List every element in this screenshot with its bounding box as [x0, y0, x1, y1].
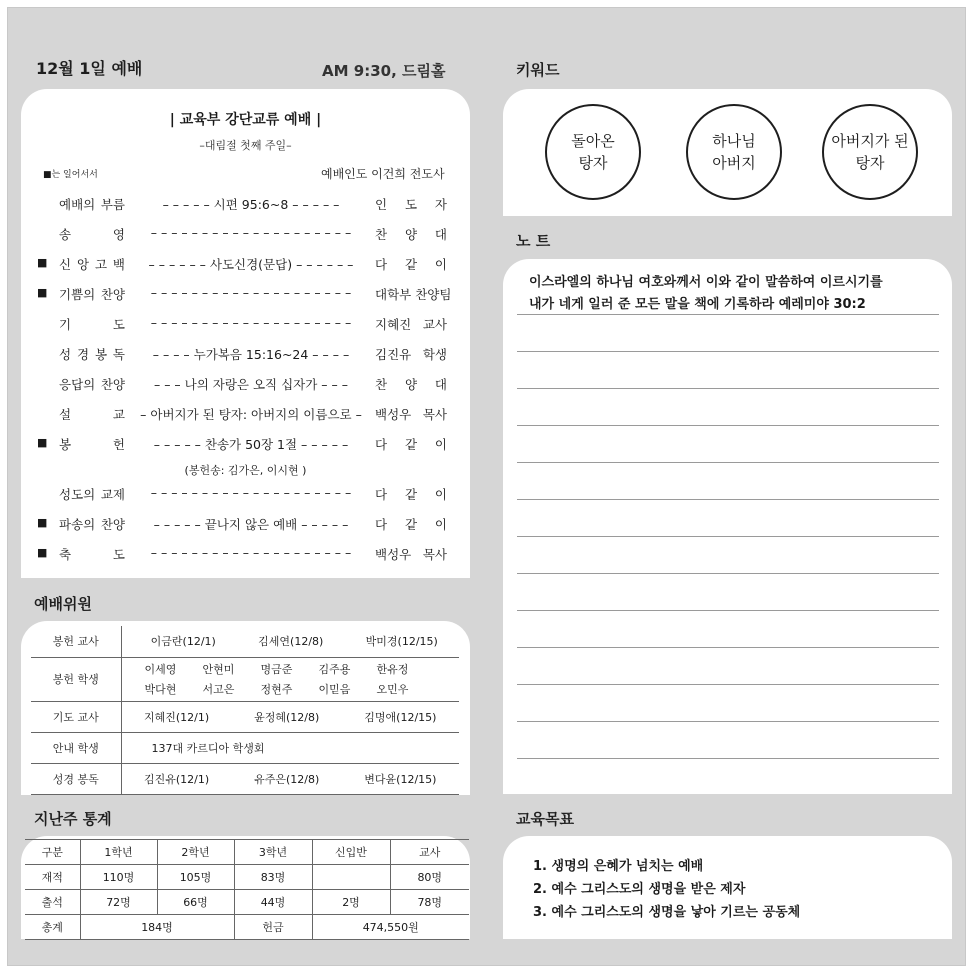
table-cell [312, 865, 390, 890]
order-label: 예배의 부름 [59, 197, 125, 212]
order-person: 다 같 이 [375, 487, 447, 502]
table-cell: 44명 [234, 890, 312, 915]
table-header-cell: 신입반 [312, 840, 390, 865]
table-cell: 출석 [25, 890, 80, 915]
table-cell: 성경 봉독 [31, 763, 121, 794]
note-line [517, 536, 939, 537]
order-detail: – – – – – – – – – – – – – – – – – – – – [150, 485, 352, 500]
table-cell: 2명 [312, 890, 390, 915]
order-person: 인 도 자 [375, 197, 447, 212]
keyword-circle [545, 104, 641, 200]
order-row [21, 375, 470, 395]
table-cell: 명금준 [260, 663, 293, 676]
order-row [21, 255, 470, 275]
worship-subtitle: –대림절 첫째 주일– [199, 139, 292, 152]
order-person: 백성우 목사 [375, 547, 447, 562]
stand-note: ■는 일어서서 [43, 170, 98, 180]
table-row [25, 840, 469, 865]
table-cell: 안내 학생 [31, 732, 121, 763]
keyword-text: 돌아온 [571, 132, 615, 150]
table-cell: 봉헌 교사 [31, 626, 121, 657]
order-person: 찬 양 대 [375, 377, 447, 392]
standing-bullet: ■ [37, 436, 48, 449]
order-label: 기쁨의 찬양 [59, 287, 125, 302]
note-line [517, 462, 939, 463]
goal-item: 2. 예수 그리스도의 생명을 받은 제자 [533, 882, 746, 897]
order-row [21, 545, 470, 565]
note-line [517, 721, 939, 722]
order-row [21, 315, 470, 335]
order-person: 찬 양 대 [375, 227, 447, 242]
notes-card [503, 259, 952, 794]
table-cell: 헌금 [234, 915, 312, 940]
order-row [21, 195, 470, 215]
table-row [31, 701, 459, 732]
order-detail: – – – – – – – – – – – – – – – – – – – – [150, 225, 352, 240]
order-label: 축 도 [59, 547, 125, 562]
table-cell: 184명 [80, 915, 234, 940]
note-line [517, 647, 939, 648]
table-cell: 총계 [25, 915, 80, 940]
keywords-header: 키워드 [516, 61, 560, 79]
table-cell: 이세영 [144, 663, 177, 676]
table-header-cell: 3학년 [234, 840, 312, 865]
table-cell: 윤정혜(12/8) [254, 710, 320, 724]
keywords-card [503, 89, 952, 216]
order-person: 다 같 이 [375, 517, 447, 532]
keyword-circle [686, 104, 782, 200]
order-detail: – – – – 누가복음 15:16~24 – – – – [152, 347, 350, 362]
keyword-text: 아버지 [712, 154, 756, 172]
worship-leader: 예배인도 이건희 전도사 [321, 167, 445, 181]
order-person: 다 같 이 [375, 257, 447, 272]
order-label: 봉 헌 [59, 437, 125, 452]
table-cell: 변다윤(12/15) [364, 772, 437, 786]
note-line [517, 351, 939, 352]
table-row [31, 732, 459, 763]
note-line [517, 573, 939, 574]
order-person: 다 같 이 [375, 437, 447, 452]
table-cell: 김진유(12/1) [143, 772, 210, 786]
order-label: 신 앙 고 백 [59, 257, 125, 272]
table-cell: 80명 [390, 865, 469, 890]
order-label: 설 교 [59, 407, 125, 422]
goals-header: 교육목표 [516, 810, 574, 828]
order-row [21, 405, 470, 425]
order-detail: – – – – – – 사도신경(문답) – – – – – – [148, 257, 354, 272]
order-label: 파송의 찬양 [59, 517, 125, 532]
table-cell: 김세연(12/8) [258, 635, 324, 649]
standing-bullet: ■ [37, 286, 48, 299]
table-row [25, 890, 469, 915]
keyword-text: 탕자 [578, 154, 608, 172]
order-row [21, 285, 470, 305]
table-cell: 110명 [80, 865, 157, 890]
note-line [517, 499, 939, 500]
committee-header: 예배위원 [34, 595, 92, 613]
order-detail: – – – – – 끝나지 않은 예배 – – – – – [153, 517, 349, 532]
keyword-text: 하나님 [712, 132, 756, 150]
order-detail: – – – – – 시편 95:6~8 – – – – – [162, 197, 340, 212]
table-cell: 이믿음 [318, 683, 351, 696]
table-row [31, 763, 459, 794]
order-label: 성도의 교제 [59, 487, 125, 502]
table-cell: 83명 [234, 865, 312, 890]
table-cell: 78명 [390, 890, 469, 915]
table-header-cell: 구분 [25, 840, 80, 865]
table-cell: 김주용 [318, 663, 351, 676]
order-detail: – – – – – – – – – – – – – – – – – – – – [150, 315, 352, 330]
table-cell: 정현주 [260, 683, 293, 696]
goal-item: 3. 예수 그리스도의 생명을 낳아 기르는 공동체 [533, 905, 801, 920]
table-cell: 66명 [157, 890, 234, 915]
order-detail: – – – – – – – – – – – – – – – – – – – – [150, 285, 352, 300]
notes-verse-line2: 내가 네게 일러 준 모든 말을 책에 기록하라 예레미야 30:2 [529, 297, 866, 312]
order-person: 김진유 학생 [375, 347, 447, 362]
goal-item: 1. 생명의 은혜가 넘치는 예배 [533, 859, 704, 874]
order-row [21, 515, 470, 535]
table-cell: 105명 [157, 865, 234, 890]
order-row [21, 345, 470, 365]
notes-header: 노 트 [516, 232, 551, 250]
order-detail: – – – – – 찬송가 50장 1절 – – – – – [153, 437, 349, 452]
order-label: 성 경 봉 독 [59, 347, 125, 362]
table-cell: 재적 [25, 865, 80, 890]
note-line [517, 388, 939, 389]
note-line [517, 610, 939, 611]
note-line [517, 758, 939, 759]
table-cell: 서고은 [202, 683, 235, 696]
order-row [21, 485, 470, 505]
table-cell: 474,550원 [312, 915, 469, 940]
order-person: 대학부 찬양팀 [375, 287, 452, 302]
table-row [31, 657, 459, 701]
order-detail: – 아버지가 된 탕자: 아버지의 이름으로 – [140, 407, 362, 422]
committee-card [21, 621, 470, 795]
notes-verse-line1: 이스라엘의 하나님 여호와께서 이와 같이 말씀하여 이르시기를 [529, 275, 883, 290]
order-label: 송 영 [59, 227, 125, 242]
table-cell: 기도 교사 [31, 701, 121, 732]
note-line [517, 425, 939, 426]
table-row [25, 865, 469, 890]
order-detail: – – – – – – – – – – – – – – – – – – – – [150, 545, 352, 560]
goals-card [503, 836, 952, 939]
table-cell: 한유정 [376, 663, 409, 676]
standing-bullet: ■ [37, 516, 48, 529]
order-label: 응답의 찬양 [59, 377, 125, 392]
keyword-circle [822, 104, 918, 200]
table-header-cell: 1학년 [80, 840, 157, 865]
stats-table [25, 839, 469, 940]
table-cell: 봉헌 학생 [31, 657, 121, 701]
committee-table [31, 626, 459, 795]
order-row [21, 435, 470, 455]
order-person: 백성우 목사 [375, 407, 447, 422]
table-header-cell: 교사 [390, 840, 469, 865]
table-cell: 김명애(12/15) [364, 710, 437, 724]
table-cell: 이금란(12/1) [150, 635, 216, 649]
note-line [517, 684, 939, 685]
table-cell: 유주은(12/8) [254, 772, 320, 786]
stats-header: 지난주 통계 [34, 810, 112, 828]
keyword-text: 탕자 [855, 154, 885, 172]
order-of-worship-card [21, 89, 470, 578]
order-detail: – – – 나의 자랑은 오직 십자가 – – – [153, 377, 348, 392]
table-row [25, 915, 469, 940]
table-cell: 안현미 [202, 663, 235, 676]
table-cell: 137대 카르디아 학생회 [121, 732, 459, 763]
table-cell: 오민우 [376, 683, 409, 696]
table-header-cell: 2학년 [157, 840, 234, 865]
note-line [517, 314, 939, 315]
service-time-place: AM 9:30, 드림홀 [322, 62, 446, 80]
table-cell: 지혜진(12/1) [143, 710, 210, 724]
order-row [21, 225, 470, 245]
worship-title: | 교육부 강단교류 예배 | [169, 112, 322, 128]
stats-card [21, 836, 470, 939]
table-cell: 박미경(12/15) [365, 635, 438, 649]
order-person: 지혜진 교사 [375, 317, 447, 332]
table-cell: 박다현 [144, 683, 177, 696]
table-row [31, 626, 459, 657]
order-label: 기 도 [59, 317, 125, 332]
standing-bullet: ■ [37, 256, 48, 269]
table-cell: 72명 [80, 890, 157, 915]
keyword-text: 아버지가 된 [831, 132, 909, 150]
service-date: 12월 1일 예배 [36, 59, 143, 78]
offering-singers: (봉헌송: 김가은, 이시현 ) [184, 464, 307, 477]
standing-bullet: ■ [37, 546, 48, 559]
